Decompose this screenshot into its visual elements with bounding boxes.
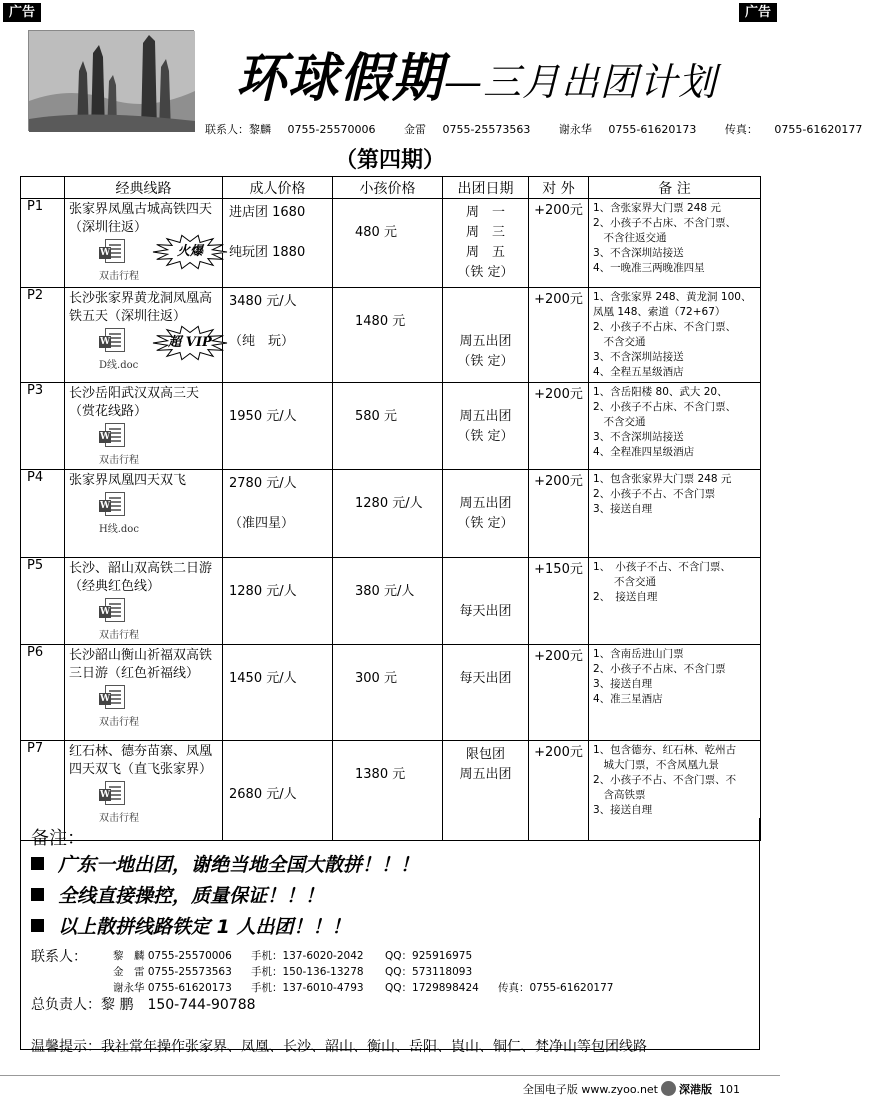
- promo-burst-badge: [153, 326, 227, 360]
- note-line: 4、全程准四星级酒店: [593, 446, 695, 458]
- departure-date-cell: [443, 645, 529, 741]
- note-line: 1、含南岳进山门票: [593, 648, 684, 660]
- cell-line: [229, 312, 326, 332]
- table-row: [21, 288, 761, 383]
- departure-date-cell: [443, 288, 529, 383]
- promo-badge-label: 火爆: [176, 244, 203, 259]
- contact-mobile: 手机：137-6020-2042: [251, 950, 364, 962]
- contact-mobile: 手机：150-136-13278: [251, 966, 364, 978]
- cell-line: 2680 元/人: [229, 787, 297, 802]
- square-bullet-icon: [31, 919, 44, 932]
- route-name: 长沙张家界黄龙洞凤凰高铁五天（深圳往返）: [69, 291, 213, 324]
- foreign-surcharge: +200元: [529, 288, 589, 383]
- table-row: [21, 199, 761, 288]
- cell-line: [229, 223, 326, 243]
- foreign-surcharge: +200元: [529, 383, 589, 470]
- route-cell: [65, 199, 223, 288]
- note-line: 1、含岳阳楼 80、武大 20、: [593, 386, 728, 398]
- foreign-surcharge: +200元: [529, 645, 589, 741]
- departure-date-cell: [443, 558, 529, 645]
- adult-price-cell: [223, 645, 333, 741]
- contact-label: 联系人：: [31, 949, 87, 965]
- route-cell: [65, 288, 223, 383]
- departure-date-cell: [443, 199, 529, 288]
- notes-cell: [589, 645, 761, 741]
- col-header-child: 小孩价格: [333, 177, 443, 199]
- cell-line: 周 三: [465, 225, 505, 240]
- note-line: 3、不含深圳站接送: [593, 431, 684, 443]
- itinerary-link[interactable]: 双击行程: [99, 813, 139, 824]
- table-header-row: [21, 177, 761, 199]
- route-id: P4: [21, 470, 65, 558]
- contact-fax: 传真：0755-61620177: [498, 982, 614, 994]
- child-price-cell: [333, 288, 443, 383]
- cell-line: [229, 562, 326, 582]
- note-line: 1、包含张家界大门票 248 元: [593, 473, 732, 485]
- note-line: 不含交通: [593, 576, 656, 588]
- note-line: 2、小孩子不占床、不含门票、: [593, 401, 737, 413]
- note-line: 2、小孩子不占、不含门票、不: [593, 774, 737, 786]
- page-number: 101: [719, 1083, 740, 1096]
- cell-spacer: [339, 745, 436, 765]
- contact-qq: QQ：573118093: [385, 966, 473, 978]
- footer-edition: 深港版: [679, 1083, 712, 1096]
- remarks-box: [20, 818, 760, 1055]
- departure-date-cell: [443, 383, 529, 470]
- page-footer: [523, 1081, 740, 1097]
- route-cell: [65, 645, 223, 741]
- cell-spacer: [339, 292, 436, 312]
- footer-site[interactable]: 全国电子版 www.zyoo.net: [522, 1083, 658, 1096]
- route-id: P2: [21, 288, 65, 383]
- child-price: 1280 元/人: [355, 496, 423, 511]
- word-document-icon[interactable]: W: [99, 781, 129, 807]
- remarks-title: 备注：: [31, 828, 85, 849]
- cell-line: 每天出团: [459, 671, 512, 686]
- adult-price-cell: [223, 470, 333, 558]
- contact-name: 金 雷 0755-25573563: [113, 966, 232, 978]
- header-contact: 传真： 0755-61620177: [724, 123, 863, 136]
- notes-cell: [589, 199, 761, 288]
- cell-line: [447, 292, 524, 312]
- cell-spacer: [339, 203, 436, 223]
- itinerary-link[interactable]: 双击行程: [99, 630, 139, 641]
- cell-line: [447, 312, 524, 332]
- cell-line: [447, 649, 524, 669]
- cell-line: [229, 649, 326, 669]
- cell-line: 周 一: [465, 205, 505, 220]
- note-line: 2、小孩子不占、不含门票: [593, 488, 716, 500]
- cell-line: 周五出团: [459, 767, 512, 782]
- notes-cell: [589, 470, 761, 558]
- notes-cell: [589, 383, 761, 470]
- note-line: 4、全程五星级酒店: [593, 366, 684, 378]
- cell-line: （铁 定）: [457, 516, 514, 531]
- note-line: 3、接送自理: [593, 804, 653, 816]
- note-line: 3、接送自理: [593, 678, 653, 690]
- col-header-adult: 成人价格: [223, 177, 333, 199]
- route-id: P5: [21, 558, 65, 645]
- route-cell: [65, 470, 223, 558]
- departure-date-cell: [443, 470, 529, 558]
- title-sub: 三月出团计划: [483, 60, 718, 104]
- note-line: 2、小孩子不占床、不含门票: [593, 663, 726, 675]
- cell-line: （准四星）: [229, 516, 295, 531]
- bottom-divider: [0, 1075, 780, 1076]
- route-name: 长沙、韶山双高铁二日游（经典红色线）: [69, 561, 213, 594]
- cell-line: 周五出团: [459, 334, 512, 349]
- cell-line: 限包团: [465, 747, 505, 762]
- child-price-cell: [333, 645, 443, 741]
- cell-line: 进店团 1680: [229, 205, 306, 220]
- chief-contact: 总负责人：黎 鹏 150-744-90788: [31, 997, 256, 1013]
- route-cell: [65, 383, 223, 470]
- note-line: 1、含张家界大门票 248 元: [593, 202, 721, 214]
- cell-line: 纯玩团 1880: [229, 245, 306, 260]
- foreign-surcharge: +150元: [529, 558, 589, 645]
- title-main: 环球假期: [236, 46, 444, 109]
- child-price: 580 元: [355, 409, 397, 424]
- note-line: 4、一晚准三两晚准四星: [593, 262, 705, 274]
- cell-spacer: [339, 387, 436, 407]
- note-line: 1、 小孩子不占、不含门票、: [593, 561, 731, 573]
- adult-price-cell: [223, 383, 333, 470]
- note-line: 城大门票，不含凤凰九景: [593, 759, 719, 771]
- notes-cell: [589, 288, 761, 383]
- remark-item: 以上散拼线路铁定 1 人出团！！！: [31, 912, 350, 939]
- foreign-surcharge: +200元: [529, 199, 589, 288]
- note-line: 3、不含深圳站接送: [593, 247, 684, 259]
- note-line: 1、含张家界 248、黄龙洞 100、: [593, 291, 752, 303]
- cell-line: 1280 元/人: [229, 584, 297, 599]
- contact-qq: QQ：1729898424: [385, 982, 479, 994]
- title-dash: —: [444, 60, 483, 104]
- route-id: P6: [21, 645, 65, 741]
- word-document-icon[interactable]: W: [99, 598, 129, 624]
- word-document-icon[interactable]: W: [99, 328, 129, 354]
- adult-price-cell: [223, 199, 333, 288]
- route-id: P7: [21, 741, 65, 841]
- note-line: 不含交通: [593, 336, 646, 348]
- child-price-cell: [333, 383, 443, 470]
- cell-line: [447, 474, 524, 494]
- contact-qq: QQ：925916975: [385, 950, 473, 962]
- route-id: P3: [21, 383, 65, 470]
- routes-table: [20, 176, 761, 841]
- note-line: 不含往返交通: [593, 232, 667, 244]
- edition-logo-icon: [661, 1081, 676, 1096]
- cell-line: [447, 387, 524, 407]
- route-name: 张家界凤凰四天双飞: [69, 473, 187, 488]
- square-bullet-icon: [31, 857, 44, 870]
- child-price: 1480 元: [355, 314, 406, 329]
- contact-name: 黎 麟 0755-25570006: [113, 950, 232, 962]
- cell-line: 每天出团: [459, 604, 512, 619]
- word-document-icon[interactable]: W: [99, 685, 129, 711]
- cell-spacer: [339, 649, 436, 669]
- note-line: 2、小孩子不占床、不含门票、: [593, 217, 737, 229]
- main-title: [236, 38, 717, 110]
- table-row: [21, 558, 761, 645]
- cell-line: （铁 定）: [457, 354, 514, 369]
- note-line: 凤凰 148、索道（72+67）: [593, 306, 726, 318]
- issue-number: （第四期）: [334, 148, 445, 173]
- cell-line: （铁 定）: [457, 265, 514, 280]
- adult-price-cell: [223, 288, 333, 383]
- col-header-date: 出团日期: [443, 177, 529, 199]
- foreign-surcharge: +200元: [529, 741, 589, 841]
- promo-badge-label: 超 VIP: [168, 335, 212, 350]
- square-bullet-icon: [31, 888, 44, 901]
- cell-spacer: [339, 562, 436, 582]
- cell-line: [447, 562, 524, 582]
- col-header-route: 经典线路: [65, 177, 223, 199]
- header-contact: 谢永华 0755-61620173: [558, 123, 697, 136]
- ad-label-left: 广告: [3, 3, 41, 22]
- itinerary-link[interactable]: 双击行程: [99, 455, 139, 466]
- remark-item: 全线直接操控，质量保证！！！: [31, 881, 324, 908]
- cell-line: 2780 元/人: [229, 476, 297, 491]
- cell-line: 3480 元/人: [229, 294, 297, 309]
- cell-line: [229, 494, 326, 514]
- route-name: 长沙韶山衡山祈福双高铁三日游（红色祈福线）: [69, 648, 213, 681]
- adult-price-cell: [223, 558, 333, 645]
- word-document-icon[interactable]: W: [99, 492, 129, 518]
- itinerary-link[interactable]: 双击行程: [99, 271, 139, 282]
- cell-line: 周五出团: [459, 496, 512, 511]
- scenery-photo: [28, 30, 194, 131]
- itinerary-link[interactable]: D线.doc: [99, 360, 139, 371]
- note-line: 1、包含德夯、红石林、乾州古: [593, 744, 737, 756]
- cell-line: [229, 745, 326, 765]
- route-name: 红石林、德夯苗寨、凤凰四天双飞（直飞张家界）: [69, 744, 213, 777]
- header-contact: 联系人：黎麟 0755-25570006: [205, 123, 376, 136]
- itinerary-link[interactable]: H线.doc: [99, 524, 139, 535]
- note-line: 2、 接送自理: [593, 591, 658, 603]
- word-document-icon[interactable]: W: [99, 239, 129, 265]
- foreign-surcharge: +200元: [529, 470, 589, 558]
- cell-line: [229, 387, 326, 407]
- cell-spacer: [339, 474, 436, 494]
- child-price-cell: [333, 558, 443, 645]
- child-price-cell: [333, 199, 443, 288]
- remark-item: 广东一地出团，谢绝当地全国大散拼！！！: [31, 850, 419, 877]
- word-document-icon[interactable]: W: [99, 423, 129, 449]
- child-price: 380 元/人: [355, 584, 415, 599]
- table-row: [21, 383, 761, 470]
- note-line: 3、不含深圳站接送: [593, 351, 684, 363]
- note-line: 不含交通: [593, 416, 646, 428]
- child-price-cell: [333, 470, 443, 558]
- cell-line: （纯 玩）: [229, 334, 295, 349]
- child-price: 1380 元: [355, 767, 406, 782]
- promo-burst-badge: [153, 235, 227, 269]
- route-name: 张家界凤凰古城高铁四天（深圳往返）: [69, 202, 213, 235]
- col-header-foreign: 对 外: [529, 177, 589, 199]
- child-price: 300 元: [355, 671, 397, 686]
- col-header-notes: 备 注: [589, 177, 761, 199]
- warm-tip: 温馨提示：我社常年操作张家界、凤凰、长沙、韶山、衡山、岳阳、崀山、铜仁、梵净山等包团线路: [31, 1039, 647, 1055]
- table-row: [21, 645, 761, 741]
- contact-mobile: 手机：137-6010-4793: [251, 982, 364, 994]
- header-contact: 金雷 0755-25573563: [403, 123, 531, 136]
- route-name: 长沙岳阳武汉双高三天（赏花线路）: [69, 386, 200, 419]
- cell-line: [447, 582, 524, 602]
- table-row: [21, 470, 761, 558]
- child-price: 480 元: [355, 225, 397, 240]
- note-line: 3、接送自理: [593, 503, 653, 515]
- cell-line: [229, 765, 326, 785]
- note-line: 含高铁票: [593, 789, 646, 801]
- note-line: 2、小孩子不占床、不含门票、: [593, 321, 737, 333]
- col-header-id: [21, 177, 65, 199]
- notes-cell: [589, 558, 761, 645]
- contact-name: 谢永华 0755-61620173: [113, 982, 232, 994]
- ad-label-right: 广告: [739, 3, 777, 22]
- itinerary-link[interactable]: 双击行程: [99, 717, 139, 728]
- cell-line: 1450 元/人: [229, 671, 297, 686]
- cell-line: （铁 定）: [457, 429, 514, 444]
- cell-line: 周 五: [465, 245, 505, 260]
- route-cell: [65, 558, 223, 645]
- note-line: 4、准三星酒店: [593, 693, 663, 705]
- cell-line: 周五出团: [459, 409, 512, 424]
- cell-line: 1950 元/人: [229, 409, 297, 424]
- route-id: P1: [21, 199, 65, 288]
- header-contacts: [205, 121, 886, 137]
